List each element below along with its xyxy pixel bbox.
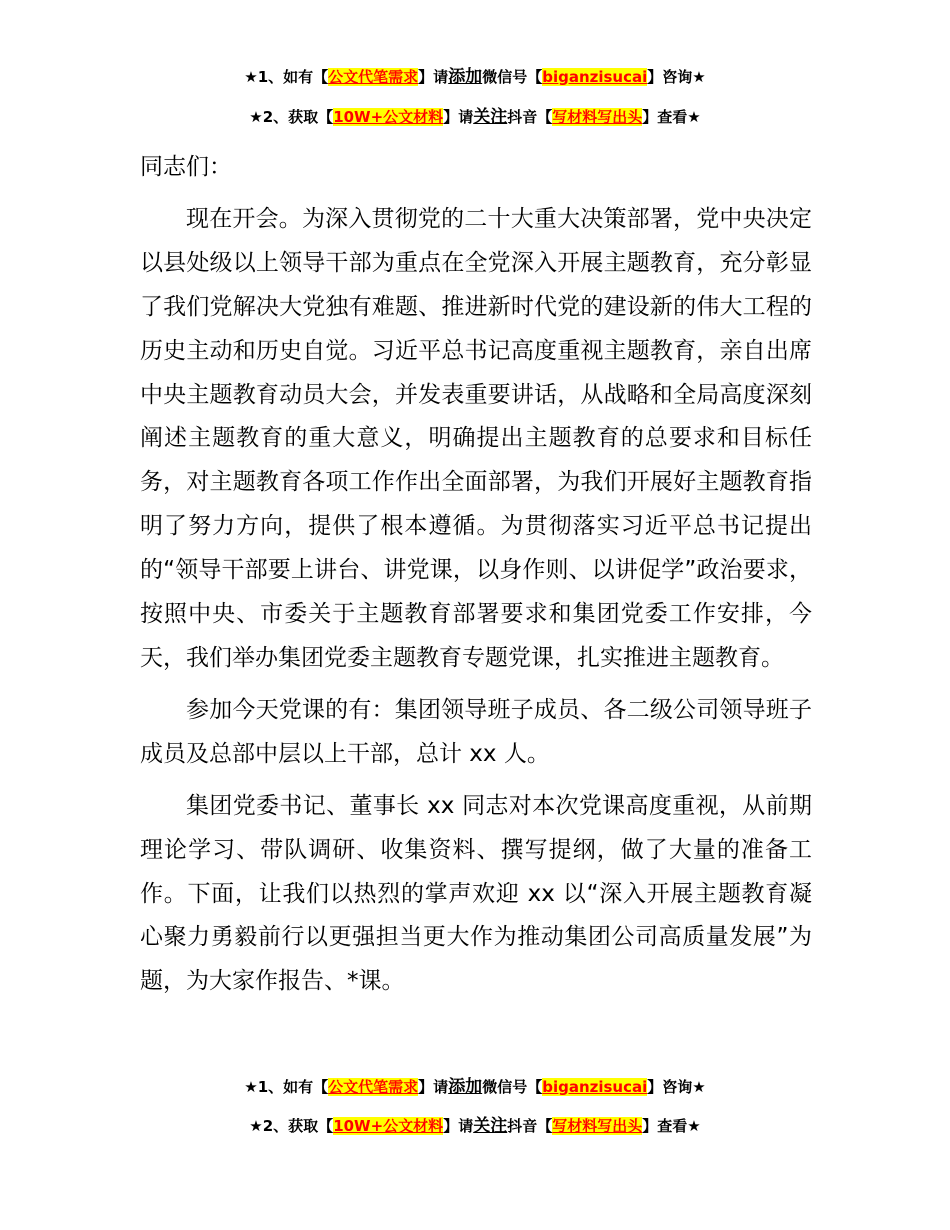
promo-banner-top-line-1 bbox=[0, 66, 950, 88]
banner-text: 2、获取【 bbox=[262, 108, 334, 126]
promo-banner-top-line-2 bbox=[0, 106, 950, 128]
banner-text: 】请 bbox=[443, 1117, 474, 1135]
banner-text: 1、如有【 bbox=[257, 1078, 329, 1096]
star-icon: ★ bbox=[687, 1117, 701, 1135]
highlight-wechat-id: biganzisucai bbox=[542, 1078, 648, 1096]
banner-text: 】请 bbox=[418, 1078, 449, 1096]
underlined-action: 关注 bbox=[473, 1116, 508, 1136]
star-icon: ★ bbox=[249, 1117, 263, 1135]
highlight-douyin-account: 写材料写出头 bbox=[552, 108, 643, 126]
banner-text: 】请 bbox=[443, 108, 474, 126]
banner-text: 】查看 bbox=[642, 1117, 688, 1135]
promo-banner-bottom-line-2 bbox=[0, 1115, 950, 1137]
banner-text: 1、如有【 bbox=[257, 68, 329, 86]
banner-text: 抖音【 bbox=[507, 108, 553, 126]
underlined-action: 关注 bbox=[473, 107, 508, 127]
highlight-service: 公文代笔需求 bbox=[328, 1078, 419, 1096]
banner-text: 】查看 bbox=[642, 108, 688, 126]
star-icon: ★ bbox=[687, 108, 701, 126]
highlight-douyin-account: 写材料写出头 bbox=[552, 1117, 643, 1135]
banner-text: 2、获取【 bbox=[262, 1117, 334, 1135]
promo-banner-bottom-line-1 bbox=[0, 1076, 950, 1098]
banner-text: 】咨询 bbox=[647, 68, 693, 86]
underlined-action: 添加 bbox=[448, 1077, 483, 1097]
banner-text: 】请 bbox=[418, 68, 449, 86]
banner-text: 】咨询 bbox=[647, 1078, 693, 1096]
underlined-action: 添加 bbox=[448, 67, 483, 87]
highlight-materials: 10W+公文材料 bbox=[333, 1117, 444, 1135]
star-icon: ★ bbox=[692, 68, 706, 86]
paragraph-2: 参加今天党课的有：集团领导班子成员、各二级公司领导班子成员及总部中层以上干部，总计 xx 人。 bbox=[140, 696, 812, 767]
star-icon: ★ bbox=[692, 1078, 706, 1096]
paragraph-3: 集团党委书记、董事长 xx 同志对本次党课高度重视，从前期理论学习、带队调研、收集资料、撰写提纲，做了大量的准备工作。下面，让我们以热烈的掌声欢迎 xx 以“深入开展主题教育凝心聚力勇毅前行以更强担当更大作为推动集团公司高质量发展”为题，为大家作报告、*课。 bbox=[140, 792, 812, 995]
paragraph-1: 现在开会。为深入贯彻党的二十大重大决策部署，党中央决定以县处级以上领导干部为重点在全党深入开展主题教育，充分彰显了我们党解决大党独有难题、推进新时代党的建设新的伟大工程的历史主动和历史自觉。习近平总书记高度重视主题教育，亲自出席中央主题教育动员大会，并发表重要讲话，从战略和全局高度深刻阐述主题教育的重大意义，明确提出主题教育的总要求和目标任务，对主题教育各项工作作出全面部署，为我们开展好主题教育指明了努力方向，提供了根本遵循。为贯彻落实习近平总书记提出的“领导干部要上讲台、讲党课，以身作则、以讲促学”政治要求，按照中央、市委关于主题教育部署要求和集团党委工作安排，今天，我们举办集团党委主题教育专题党课，扎实推进主题教育。 bbox=[140, 205, 812, 671]
star-icon: ★ bbox=[249, 108, 263, 126]
highlight-materials: 10W+公文材料 bbox=[333, 108, 444, 126]
salutation: 同志们： bbox=[140, 154, 232, 180]
star-icon: ★ bbox=[244, 1078, 258, 1096]
banner-text: 微信号【 bbox=[482, 68, 543, 86]
star-icon: ★ bbox=[244, 68, 258, 86]
highlight-wechat-id: biganzisucai bbox=[542, 68, 648, 86]
banner-text: 微信号【 bbox=[482, 1078, 543, 1096]
banner-text: 抖音【 bbox=[507, 1117, 553, 1135]
document-body bbox=[140, 146, 812, 1004]
highlight-service: 公文代笔需求 bbox=[328, 68, 419, 86]
